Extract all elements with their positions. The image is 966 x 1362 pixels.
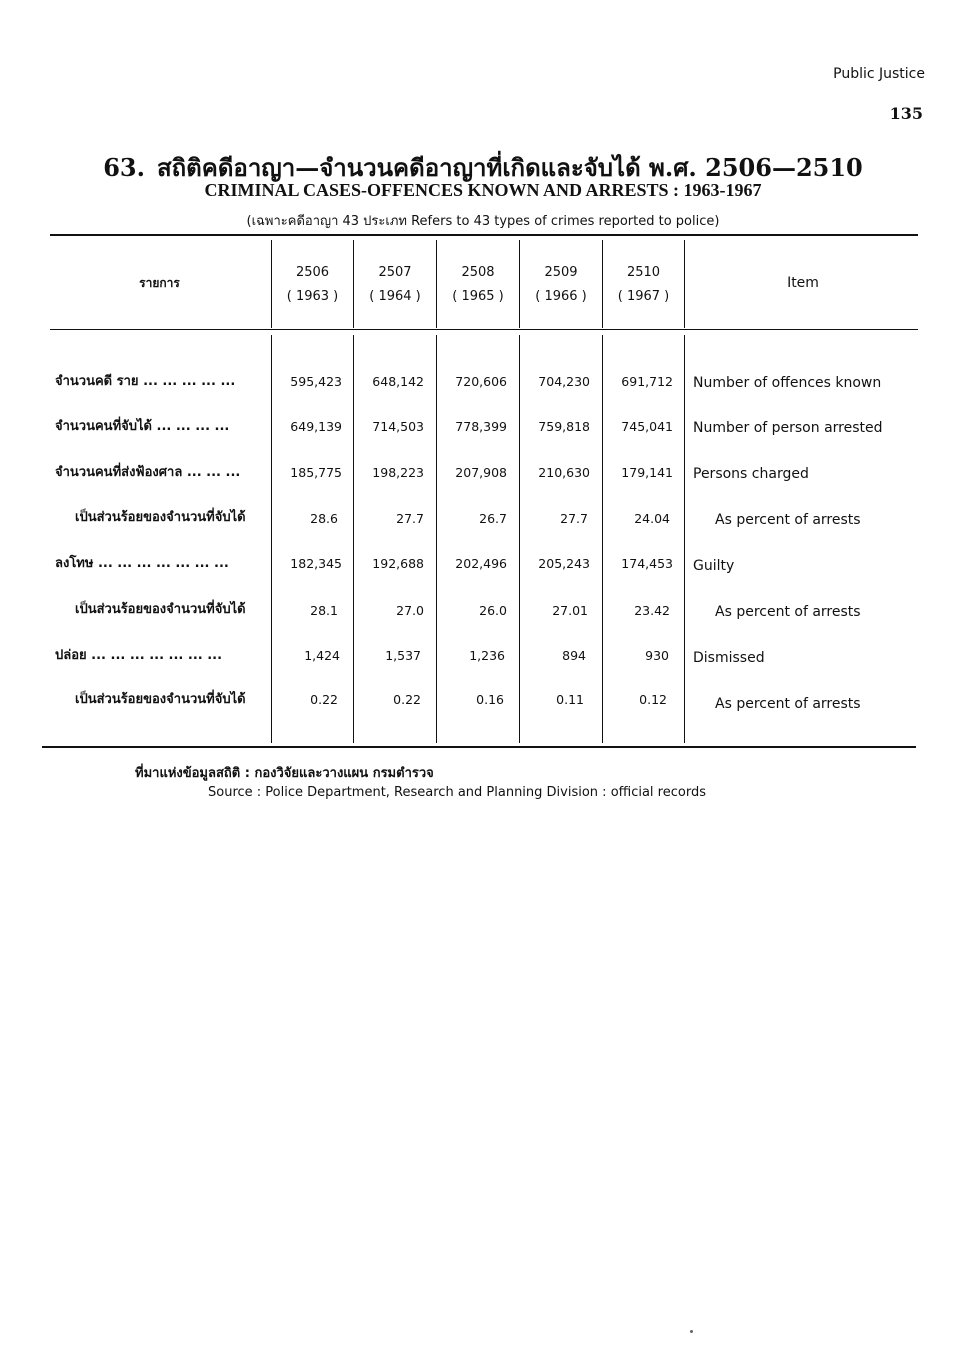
row-label-thai: จำนวนคดี ราย ... ... ... ... ... (55, 374, 236, 389)
table-cell: 691,712 (621, 374, 673, 389)
header-year-ce: ( 1966 ) (535, 289, 587, 304)
row-label-thai: จำนวนคนที่จับได้ ... ... ... ... (55, 419, 230, 434)
row-label-english: As percent of arrests (715, 604, 861, 620)
header-year-be: 2509 (544, 265, 578, 280)
column-divider (519, 335, 520, 743)
column-divider (353, 335, 354, 743)
table-bottom-rule (42, 746, 916, 748)
source-english: Source : Police Department, Research and Planning Division : official records (208, 785, 706, 800)
table-cell: 894 (562, 648, 586, 663)
table-cell: 174,453 (621, 556, 673, 571)
header-year-be: 2508 (461, 265, 495, 280)
table-cell: 649,139 (290, 419, 342, 434)
row-label-english: Number of offences known (693, 375, 882, 391)
row-label-english: Number of person arrested (693, 420, 883, 436)
table-top-rule (50, 234, 918, 236)
row-label-thai: เป็นส่วนร้อยของจำนวนที่จับได้ (75, 510, 246, 525)
table-cell: 0.16 (476, 692, 504, 707)
header-year-be: 2510 (626, 265, 661, 280)
row-label-english: As percent of arrests (715, 512, 861, 528)
column-divider (684, 240, 685, 328)
table-cell: 930 (645, 648, 669, 663)
table-cell: 27.01 (552, 603, 588, 618)
title-thai-text: สถิติคดีอาญา—จำนวนคดีอาญาที่เกิดและจับได้ พ.ศ. 2506—2510 (157, 153, 863, 182)
row-label-english: Guilty (693, 558, 735, 574)
table-cell: 205,243 (538, 556, 590, 571)
table-cell: 202,496 (455, 556, 507, 571)
table-cell: 182,345 (290, 556, 342, 571)
header-bottom-rule (50, 329, 918, 330)
table-cell: 745,041 (621, 419, 673, 434)
column-divider (519, 240, 520, 328)
table-cell: 23.42 (634, 603, 670, 618)
table-cell: 28.1 (310, 603, 338, 618)
table-cell: 26.0 (479, 603, 507, 618)
row-label-thai: ปล่อย ... ... ... ... ... ... ... (55, 648, 223, 663)
table-cell: 198,223 (372, 465, 424, 480)
row-label-thai: เป็นส่วนร้อยของจำนวนที่จับได้ (75, 602, 246, 617)
column-divider (271, 335, 272, 743)
row-label-thai: เป็นส่วนร้อยของจำนวนที่จับได้ (75, 692, 246, 707)
header-year-ce: ( 1964 ) (369, 289, 421, 304)
column-divider (602, 335, 603, 743)
header-year-be: 2506 (295, 265, 330, 280)
row-label-english: Dismissed (693, 650, 765, 666)
table-cell: 595,423 (290, 374, 342, 389)
table-cell: 0.12 (639, 692, 667, 707)
column-divider (353, 240, 354, 328)
header-item-thai: รายการ (139, 276, 180, 290)
table-cell: 27.7 (396, 511, 424, 526)
table-cell: 714,503 (372, 419, 424, 434)
column-divider (684, 335, 685, 743)
column-divider (271, 240, 272, 328)
table-cell: 720,606 (455, 374, 507, 389)
column-divider (436, 335, 437, 743)
table-cell: 0.11 (556, 692, 584, 707)
table-title-english: CRIMINAL CASES-OFFENCES KNOWN AND ARRESTS : 1963-1967 (204, 180, 762, 200)
table-cell: 185,775 (290, 465, 342, 480)
table-subtitle: (เฉพาะคดีอาญา 43 ประเภท Refers to 43 types of crimes reported to police) (246, 214, 720, 229)
scan-speck (690, 1330, 693, 1333)
header-year-ce: ( 1965 ) (452, 289, 504, 304)
table-cell: 1,537 (385, 648, 421, 663)
table-cell: 1,236 (469, 648, 505, 663)
page-number: 135 (889, 104, 923, 123)
table-cell: 207,908 (455, 465, 507, 480)
section-label: Public Justice (833, 66, 925, 82)
table-cell: 1,424 (304, 648, 340, 663)
table-cell: 28.6 (310, 511, 338, 526)
table-number: 63. (103, 153, 145, 182)
table-cell: 210,630 (538, 465, 590, 480)
table-cell: 27.7 (560, 511, 588, 526)
table-cell: 759,818 (538, 419, 590, 434)
table-cell: 704,230 (538, 374, 590, 389)
table-cell: 0.22 (310, 692, 338, 707)
row-label-thai: ลงโทษ ... ... ... ... ... ... ... (55, 556, 229, 571)
table-cell: 192,688 (372, 556, 424, 571)
table-cell: 648,142 (372, 374, 424, 389)
header-year-ce: ( 1963 ) (286, 289, 339, 304)
column-divider (602, 240, 603, 328)
source-thai: ที่มาแห่งข้อมูลสถิติ : กองวิจัยและวางแผน กรมตำรวจ (135, 766, 434, 781)
header-item-english: Item (787, 275, 819, 291)
table-cell: 778,399 (455, 419, 507, 434)
table-cell: 24.04 (634, 511, 670, 526)
header-year-be: 2507 (378, 265, 412, 280)
column-divider (436, 240, 437, 328)
table-cell: 179,141 (621, 465, 673, 480)
table-cell: 0.22 (393, 692, 421, 707)
table-cell: 26.7 (479, 511, 507, 526)
header-year-ce: ( 1967 ) (617, 289, 670, 304)
row-label-thai: จำนวนคนที่ส่งฟ้องศาล ... ... ... (55, 465, 241, 480)
row-label-english: As percent of arrests (715, 696, 861, 712)
table-cell: 27.0 (396, 603, 424, 618)
row-label-english: Persons charged (693, 466, 809, 482)
